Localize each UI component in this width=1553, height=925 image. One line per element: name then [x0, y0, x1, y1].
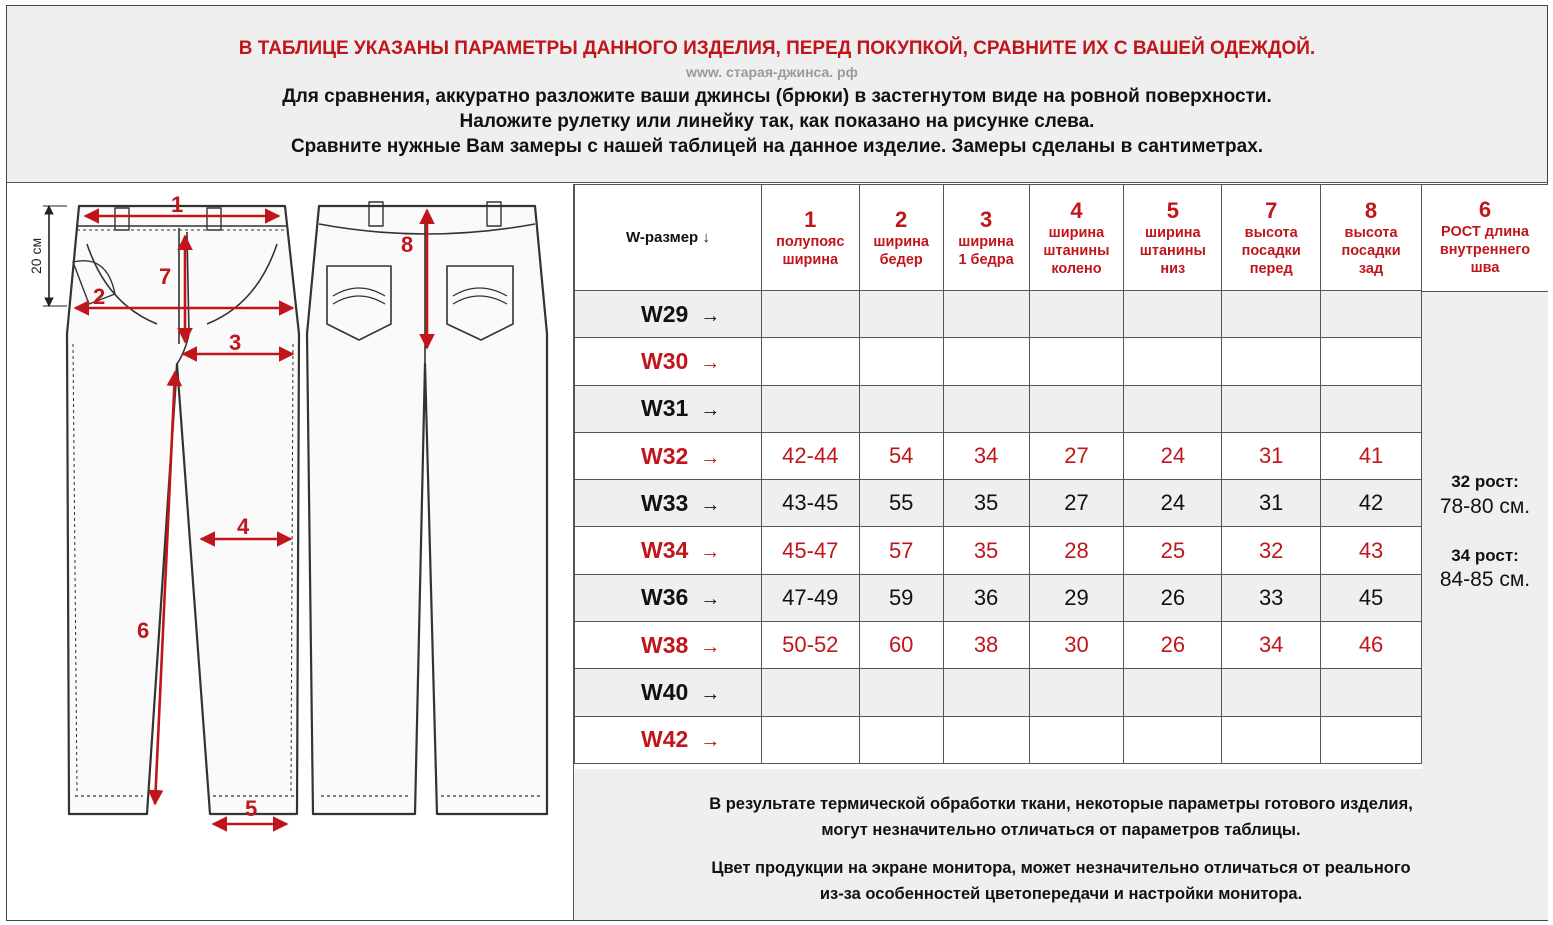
site-watermark: www. старая-джинса. рф — [686, 64, 858, 80]
instruction-line-1: Для сравнения, аккуратно разложите ваши джинсы (брюки) в застегнутом виде на ровной поверхности. — [282, 86, 1272, 107]
size-label-cell — [575, 669, 762, 716]
measurement-cell: 43-45 — [761, 480, 859, 527]
measurement-cell — [1029, 338, 1124, 385]
measurement-cell — [1321, 716, 1422, 763]
measurement-cell — [1124, 716, 1222, 763]
measurement-cell: 38 — [943, 622, 1029, 669]
table-row — [575, 291, 1422, 338]
measurement-cell: 55 — [859, 480, 943, 527]
measurement-cell — [943, 669, 1029, 716]
column-header: 7 высота посадки перед — [1222, 185, 1321, 291]
size-label: W32 — [641, 442, 689, 469]
measurement-cell: 26 — [1124, 574, 1222, 621]
arrow-right-icon: → — [700, 635, 721, 658]
marker-5: 5 — [245, 796, 258, 821]
measurement-cell — [943, 291, 1029, 338]
column-header: 3 ширина 1 бедра — [943, 185, 1029, 291]
measurement-cell — [1321, 385, 1422, 432]
growth-label-32: 32 рост: — [1451, 472, 1519, 491]
size-column-header: W-размер ↓ — [575, 185, 762, 291]
measurement-cell — [943, 338, 1029, 385]
table-row — [575, 574, 1422, 621]
table-row — [575, 527, 1422, 574]
growth-values-cell — [1422, 292, 1548, 770]
measurement-cell: 59 — [859, 574, 943, 621]
table-row — [575, 622, 1422, 669]
size-label: W38 — [641, 631, 689, 658]
size-label-cell — [575, 338, 762, 385]
size-label-cell — [575, 480, 762, 527]
measurement-cell: 34 — [1222, 622, 1321, 669]
size-table-area — [573, 184, 1547, 920]
size-label: W31 — [641, 395, 689, 422]
measurement-cell: 54 — [859, 432, 943, 479]
column-header: 5 ширина штанины низ — [1124, 185, 1222, 291]
measurement-cell — [859, 291, 943, 338]
measurement-cell: 31 — [1222, 480, 1321, 527]
measurement-cell: 35 — [943, 480, 1029, 527]
size-label: W36 — [641, 584, 689, 611]
size-label: W34 — [641, 537, 689, 564]
measurement-cell: 45 — [1321, 574, 1422, 621]
instructions-header — [7, 6, 1547, 183]
measurement-cell — [859, 669, 943, 716]
table-header-row — [575, 185, 1422, 291]
measurement-cell — [1222, 385, 1321, 432]
arrow-right-icon: → — [700, 683, 721, 706]
growth-value-34: 84-85 см. — [1439, 568, 1531, 591]
measurement-cell: 42 — [1321, 480, 1422, 527]
disclaimer-line-4: из-за особенностей цветопередачи и настройки монитора. — [819, 885, 1303, 903]
measurement-cell: 47-49 — [761, 574, 859, 621]
measurement-cell: 35 — [943, 527, 1029, 574]
measurement-cell — [761, 385, 859, 432]
measurement-cell — [1321, 338, 1422, 385]
size-label-cell — [575, 385, 762, 432]
instruction-line-3: Сравните нужные Вам замеры с нашей таблицей на данное изделие. Замеры сделаны в сантиметрах. — [290, 136, 1264, 157]
growth-value-32: 78-80 см. — [1439, 495, 1531, 518]
dim-20cm-label: 20 см — [28, 237, 44, 274]
marker-2: 2 — [93, 284, 106, 309]
size-label: W40 — [641, 679, 689, 706]
measurement-cell — [761, 291, 859, 338]
measurement-cell: 24 — [1124, 432, 1222, 479]
measurement-cell: 60 — [859, 622, 943, 669]
disclaimer-footnote — [574, 769, 1548, 920]
column-header: 8 высота посадки зад — [1321, 185, 1422, 291]
measurement-cell: 42-44 — [761, 432, 859, 479]
size-label-cell — [575, 432, 762, 479]
column-header: 1 полупояс ширина — [761, 185, 859, 291]
measurement-cell — [1029, 716, 1124, 763]
measurement-cell — [1029, 669, 1124, 716]
measurement-cell — [859, 338, 943, 385]
measurement-cell: 29 — [1029, 574, 1124, 621]
size-label: W30 — [641, 347, 689, 374]
table-row — [575, 669, 1422, 716]
disclaimer-line-2: могут незначительно отличаться от параметров таблицы. — [821, 821, 1301, 839]
measurement-cell — [943, 716, 1029, 763]
measurement-cell — [1222, 291, 1321, 338]
instruction-line-2: Наложите рулетку или линейку так, как показано на рисунке слева. — [459, 111, 1095, 132]
size-label-cell — [575, 574, 762, 621]
size-label: W42 — [641, 726, 689, 753]
size-label-cell — [575, 622, 762, 669]
measurement-cell — [1029, 385, 1124, 432]
arrow-right-icon: → — [700, 588, 721, 611]
measurement-cell: 27 — [1029, 432, 1124, 479]
measurement-cell: 45-47 — [761, 527, 859, 574]
jeans-measurement-drawing — [7, 184, 573, 920]
measurement-cell: 30 — [1029, 622, 1124, 669]
disclaimer-line-1: В результате термической обработки ткани, некоторые параметры готового изделия, — [709, 795, 1413, 813]
table-row — [575, 338, 1422, 385]
marker-1: 1 — [171, 192, 184, 217]
arrow-right-icon: → — [700, 351, 721, 374]
table-row — [575, 716, 1422, 763]
measurement-cell: 24 — [1124, 480, 1222, 527]
measurement-cell — [1029, 291, 1124, 338]
measurement-cell: 41 — [1321, 432, 1422, 479]
table-row — [575, 480, 1422, 527]
arrow-right-icon: → — [700, 730, 721, 753]
measurement-cell — [1222, 338, 1321, 385]
measurement-cell — [1321, 291, 1422, 338]
measurement-cell — [1321, 669, 1422, 716]
measurement-cell: 26 — [1124, 622, 1222, 669]
arrow-right-icon: → — [700, 399, 721, 422]
measurement-cell: 25 — [1124, 527, 1222, 574]
measurement-cell — [761, 338, 859, 385]
size-chart-frame — [6, 5, 1548, 921]
measurement-cell — [859, 385, 943, 432]
measurement-cell: 31 — [1222, 432, 1321, 479]
measurement-cell — [1222, 716, 1321, 763]
measurement-cell — [1124, 338, 1222, 385]
measurement-cell — [859, 716, 943, 763]
arrow-right-icon: → — [700, 541, 721, 564]
measurement-cell — [761, 669, 859, 716]
measurement-cell: 33 — [1222, 574, 1321, 621]
measurement-cell: 32 — [1222, 527, 1321, 574]
measurement-cell: 34 — [943, 432, 1029, 479]
marker-4: 4 — [237, 514, 250, 539]
marker-3: 3 — [229, 330, 242, 355]
table-row — [575, 432, 1422, 479]
growth-label-34: 34 рост: — [1451, 546, 1519, 565]
marker-8: 8 — [401, 232, 414, 257]
measurement-cell: 28 — [1029, 527, 1124, 574]
growth-column — [1422, 184, 1548, 769]
measurement-cell: 57 — [859, 527, 943, 574]
marker-6: 6 — [137, 618, 150, 643]
size-label: W29 — [641, 300, 689, 327]
size-label-cell — [575, 716, 762, 763]
column-header: 2 ширина бедер — [859, 185, 943, 291]
size-table — [574, 184, 1422, 764]
arrow-right-icon: → — [700, 446, 721, 469]
size-label-cell — [575, 527, 762, 574]
measurement-cell — [1124, 385, 1222, 432]
measurement-cell: 27 — [1029, 480, 1124, 527]
marker-7: 7 — [159, 264, 172, 289]
measurement-cell — [761, 716, 859, 763]
measurement-cell: 46 — [1321, 622, 1422, 669]
size-label-cell — [575, 291, 762, 338]
disclaimer-line-3: Цвет продукции на экране монитора, может незначительно отличаться от реального — [711, 859, 1411, 877]
measurement-cell — [943, 385, 1029, 432]
arrow-right-icon: → — [700, 493, 721, 516]
arrow-right-icon: → — [700, 304, 721, 327]
measurement-cell: 43 — [1321, 527, 1422, 574]
measurement-cell — [1222, 669, 1321, 716]
column-header: 4 ширина штанины колено — [1029, 185, 1124, 291]
measurement-cell: 36 — [943, 574, 1029, 621]
measurement-cell: 50-52 — [761, 622, 859, 669]
growth-column-header: 6 РОСТ длина внутреннего шва — [1422, 185, 1548, 292]
measurement-cell — [1124, 291, 1222, 338]
warning-title: В ТАБЛИЦЕ УКАЗАНЫ ПАРАМЕТРЫ ДАННОГО ИЗДЕЛИЯ, ПЕРЕД ПОКУПКОЙ, СРАВНИТЕ ИХ С ВАШЕЙ ОДЕЖДОЙ. — [238, 38, 1316, 59]
table-row — [575, 385, 1422, 432]
measurement-cell — [1124, 669, 1222, 716]
size-label: W33 — [641, 489, 689, 516]
